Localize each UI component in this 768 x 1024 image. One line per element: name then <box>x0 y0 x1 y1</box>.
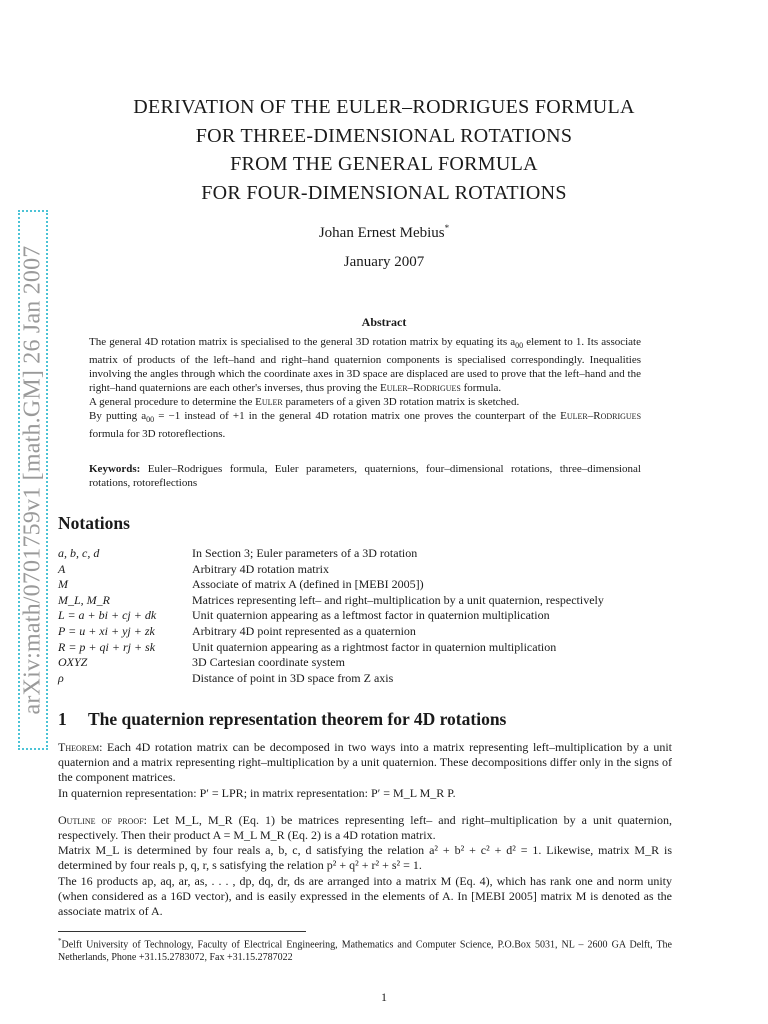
notation-description: Associate of matrix A (defined in [MEBI 2005]) <box>192 577 424 592</box>
notation-row <box>58 546 698 562</box>
proof-paragraph: The 16 products ap, aq, ar, as, . . . , dp, dq, dr, ds are arranged into a matrix M (Eq. 4), which has rank one and norm unity (when considered as a 16D vector), and is easily expressed in the elements of A. In [MEBI 2005] matrix M is denoted as the associate matrix of A. <box>58 873 672 919</box>
notation-row <box>58 608 698 624</box>
section-heading <box>58 709 506 730</box>
notation-symbol: ρ <box>58 670 64 685</box>
theorem-representation: In quaternion representation: P′ = LPR; in matrix representation: P′ = M_L M_R P. <box>58 785 456 800</box>
notation-symbol: P = u + xi + yj + zk <box>58 623 155 638</box>
notation-row <box>58 640 698 656</box>
notation-symbol: R = p + qi + rj + sk <box>58 639 156 654</box>
notation-description: Unit quaternion appearing as a leftmost factor in quaternion multiplication <box>192 608 550 623</box>
notation-row <box>58 671 698 687</box>
notation-symbol: M <box>58 577 68 592</box>
footnote-mark: * <box>58 937 62 945</box>
section-number: 1 <box>58 709 67 729</box>
abstract-paragraph: The general 4D rotation matrix is specialised to the general 3D rotation matrix by equating its $a_{00}$ element to 1. Its associate matrix of products of the left–hand and right–hand quaternion components is specialised correspondingly. Inequalities involving the angles through which the coordinate axes in 3D space are displaced are used to prove that the left–hand and the right–hand quaternions are each other's inverses, thus proving the Euler–Rodrigues formula. <box>89 336 641 395</box>
notation-row <box>58 655 698 671</box>
theorem-label: Theorem: <box>58 740 103 754</box>
theorem-paragraph: Theorem: Each 4D rotation matrix can be decomposed in two ways into a matrix representing left–multiplication by a unit quaternion and a matrix representing right–multiplication by a unit quaternion. These decompositions differ only in the signs of the component matrices. <box>58 740 672 785</box>
author-line <box>58 223 710 242</box>
notation-symbol: L = a + bi + cj + dk <box>58 608 157 623</box>
abstract-paragraph: By putting $a_{00} = -1$ instead of +1 in the general 4D rotation matrix one proves the counterpart of the Euler–Rodrigues formula for 3D rotoreflections. <box>89 410 642 441</box>
notations-list <box>58 546 698 686</box>
section-body <box>58 740 672 919</box>
notation-symbol: M_L, M_R <box>58 592 110 607</box>
notation-description: 3D Cartesian coordinate system <box>192 655 345 670</box>
notation-row <box>58 577 698 593</box>
title-line: FROM THE GENERAL FORMULA <box>230 153 538 175</box>
notation-description: Arbitrary 4D point represented as a quaternion <box>192 623 416 638</box>
arxiv-sidebar[interactable] <box>18 210 48 750</box>
arxiv-identifier: arXiv:math/0701759v1 [math.GM] 26 Jan 2007 <box>19 245 46 715</box>
notation-symbol: A <box>58 561 66 576</box>
notation-description: Matrices representing left– and right–multiplication by a unit quaternion, respectively <box>192 592 604 607</box>
author-footnote-mark[interactable]: * <box>444 223 450 233</box>
notation-description: Distance of point in 3D space from Z axis <box>192 670 394 685</box>
proof-paragraph: Matrix M_L is determined by four reals a, b, c, d satisfying the relation a² + b² + c² + d² = 1. Likewise, matrix M_R is determined by four reals p, q, r, s satisfying the relation p² + q² + r² + s² = 1. <box>58 843 672 873</box>
title-line: FOR FOUR-DIMENSIONAL ROTATIONS <box>201 181 567 204</box>
date: January 2007 <box>343 254 425 270</box>
section-title: The quaternion representation theorem for 4D rotations <box>88 709 507 729</box>
title-line: FOR THREE-DIMENSIONAL ROTATIONS <box>195 124 573 147</box>
keywords-label: Keywords: <box>89 463 141 475</box>
footnote-text: Delft University of Technology, Faculty of Electrical Engineering, Mathematics and Computer Science, P.O.Box 5031, NL – 2600 GA Delft, The Netherlands, Phone +31.15.2783072, Fax +31.15.2787022 <box>58 939 672 963</box>
abstract-paragraph: A general procedure to determine the Euler parameters of a given 3D rotation matrix is sketched. <box>89 396 520 409</box>
footnote-rule <box>58 931 306 932</box>
notation-symbol: a, b, c, d <box>58 546 100 560</box>
keywords <box>89 462 641 490</box>
proof-paragraph: Outline of proof: Let M_L, M_R (Eq. 1) be matrices representing left– and right–multiplication by a unit quaternion, respectively. Then their product A = M_L M_R (Eq. 2) is a 4D rotation matrix. <box>58 812 672 843</box>
notation-row <box>58 593 698 609</box>
page-number: 1 <box>381 990 387 1004</box>
notation-description: Unit quaternion appearing as a rightmost factor in quaternion multiplication <box>192 639 557 654</box>
notation-description: In Section 3; Euler parameters of a 3D rotation <box>192 546 418 560</box>
proof-label: Outline of proof: <box>58 812 147 827</box>
keywords-text: Euler–Rodrigues formula, Euler parameters, quaternions, four–dimensional rotations, three–dimensional rotations, rotoreflections <box>89 463 641 489</box>
abstract-heading: Abstract <box>361 315 407 329</box>
title-line: DERIVATION OF THE EULER–RODRIGUES FORMULA <box>133 96 635 118</box>
footnote <box>58 935 672 964</box>
paper-title <box>58 93 710 207</box>
notation-symbol: OXYZ <box>58 655 88 670</box>
notation-row <box>58 624 698 640</box>
abstract-body <box>89 335 641 441</box>
notation-description: Arbitrary 4D rotation matrix <box>192 561 329 576</box>
notation-row <box>58 562 698 578</box>
author-name: Johan Ernest Mebius <box>318 225 445 241</box>
notations-heading: Notations <box>58 513 130 533</box>
